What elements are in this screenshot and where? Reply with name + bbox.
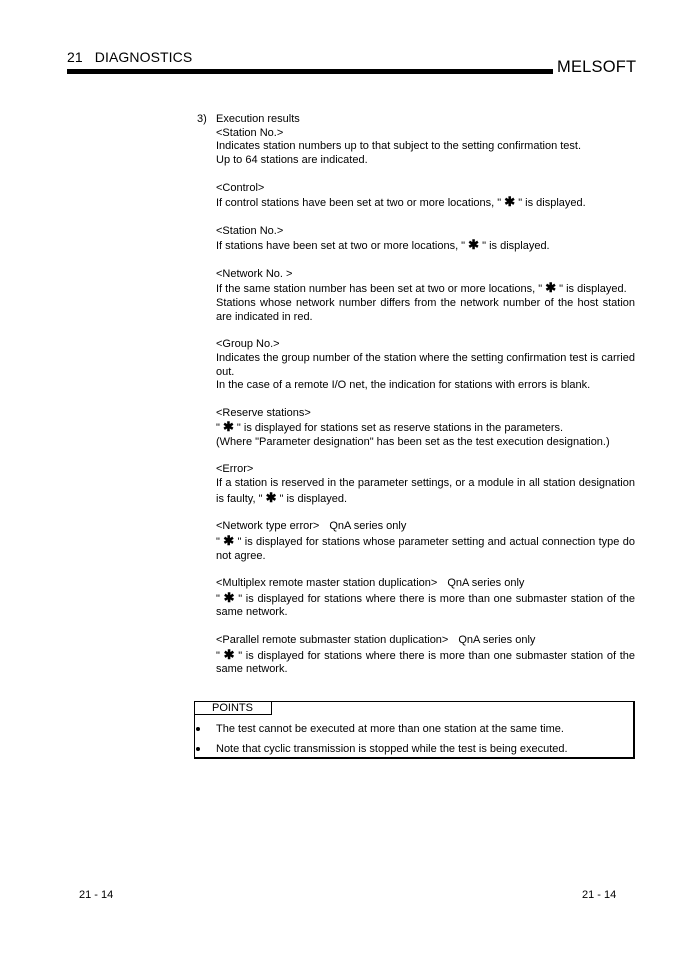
section-heading-row bbox=[216, 577, 635, 591]
section-text: Indicates station numbers up to that subject to the setting confirmation test. bbox=[216, 140, 582, 153]
asterisk-icon: ✱ bbox=[265, 489, 277, 505]
section-text: Indicates the group number of the station where the setting confirmation test is carried out. bbox=[216, 351, 635, 378]
bullet-icon bbox=[196, 747, 200, 751]
asterisk-icon: ✱ bbox=[504, 194, 516, 210]
asterisk-icon: ✱ bbox=[468, 237, 480, 253]
section-text: Up to 64 stations are indicated. bbox=[216, 154, 368, 167]
section-heading: <Station No.> bbox=[216, 224, 284, 237]
section-network-no bbox=[216, 268, 635, 325]
section-error bbox=[216, 463, 635, 506]
series-qualifier: QnA series only bbox=[329, 520, 407, 533]
section-text: " ✱ " is displayed for stations where there is more than one submaster station of the same network. bbox=[216, 646, 635, 676]
section-text: If control stations have been set at two or more locations, " ✱ " is displayed. bbox=[216, 194, 586, 210]
page-number-left: 21 - 14 bbox=[79, 889, 114, 901]
asterisk-icon: ✱ bbox=[222, 419, 234, 435]
section-text: If the same station number has been set at two or more locations, " ✱ " is displayed. bbox=[216, 280, 627, 296]
item-title: Execution results bbox=[216, 113, 300, 125]
points-label: POINTS bbox=[194, 701, 272, 715]
section-extra-text: (Where "Parameter designation" has been set as the test execution designation.) bbox=[216, 436, 610, 449]
section-group-no bbox=[216, 338, 635, 393]
item-number: 3) bbox=[197, 113, 207, 125]
chapter-header bbox=[67, 49, 192, 65]
section-parallel-duplication bbox=[216, 634, 635, 677]
section-multiplex-duplication bbox=[216, 577, 635, 620]
asterisk-icon: ✱ bbox=[545, 280, 557, 296]
section-heading: <Reserve stations> bbox=[216, 406, 311, 419]
page-number-right: 21 - 14 bbox=[582, 889, 617, 901]
series-qualifier: QnA series only bbox=[458, 633, 536, 646]
section-text: " ✱ " is displayed for stations where there is more than one submaster station of the same network. bbox=[216, 589, 635, 619]
asterisk-icon: ✱ bbox=[223, 532, 235, 548]
section-extra-text: Stations whose network number differs from the network number of the host station are indicated in red. bbox=[216, 297, 635, 323]
section-heading: <Network type error> bbox=[216, 520, 320, 533]
section-heading: <Error> bbox=[216, 463, 254, 476]
section-heading-row bbox=[216, 520, 635, 534]
section-reserve-stations bbox=[216, 407, 635, 450]
points-item: The test cannot be executed at more than one station at the same time. bbox=[195, 722, 633, 742]
chapter-number: 21 bbox=[67, 49, 83, 65]
section-heading: <Station No.> bbox=[216, 126, 284, 139]
chapter-title: DIAGNOSTICS bbox=[94, 49, 193, 65]
section-text: If stations have been set at two or more locations, " ✱ " is displayed. bbox=[216, 237, 550, 253]
section-heading: <Parallel remote submaster station duplication> bbox=[216, 633, 449, 646]
section-heading: <Group No.> bbox=[216, 338, 280, 351]
asterisk-icon: ✱ bbox=[223, 646, 235, 662]
brand-logo: MELSOFT bbox=[557, 58, 637, 76]
header-rule bbox=[67, 69, 553, 74]
points-box bbox=[194, 701, 635, 759]
section-heading: <Multiplex remote master station duplication> bbox=[216, 577, 438, 590]
asterisk-icon: ✱ bbox=[223, 589, 235, 605]
section-text: " ✱ " is displayed for stations whose parameter setting and actual connection type do not agree. bbox=[216, 532, 635, 562]
points-list bbox=[195, 722, 633, 762]
main-content bbox=[197, 113, 635, 677]
section-heading: <Control> bbox=[216, 181, 265, 194]
section-control bbox=[216, 182, 635, 211]
section-text: If a station is reserved in the parameter settings, or a module in all station designation is faulty, " ✱ " is displayed. bbox=[216, 477, 635, 505]
bullet-icon bbox=[196, 727, 200, 731]
section-heading: <Network No. > bbox=[216, 267, 293, 280]
section-text: " ✱ " is displayed for stations set as reserve stations in the parameters. bbox=[216, 419, 564, 435]
section-station-no-duplicate bbox=[216, 225, 635, 254]
section-network-type-error bbox=[216, 520, 635, 563]
points-item: Note that cyclic transmission is stopped while the test is being executed. bbox=[195, 742, 633, 762]
section-heading-row bbox=[216, 634, 635, 648]
execution-results-item bbox=[197, 113, 635, 677]
section-text: In the case of a remote I/O net, the indication for stations with errors is blank. bbox=[216, 379, 591, 392]
section-station-no bbox=[216, 127, 635, 168]
series-qualifier: QnA series only bbox=[447, 577, 525, 590]
